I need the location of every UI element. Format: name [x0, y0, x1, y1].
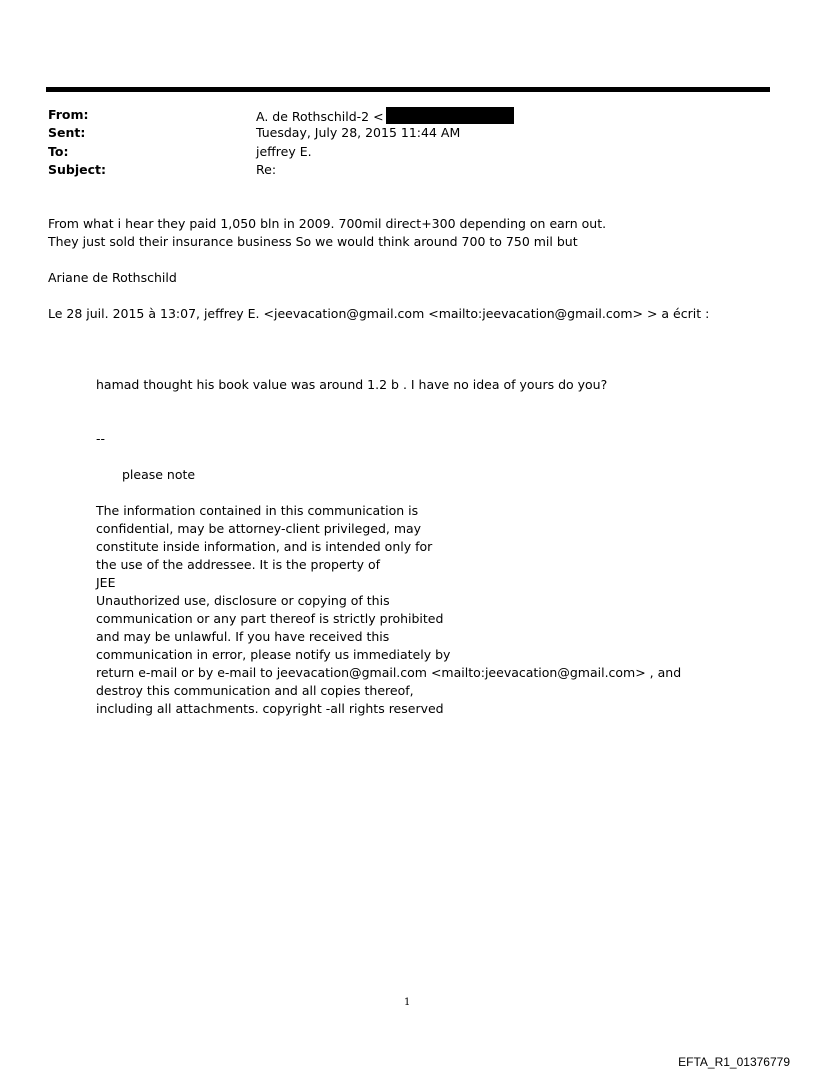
disclaimer-line: including all attachments. copyright -all rights reserved: [96, 701, 444, 716]
subject-label: Subject:: [48, 162, 106, 177]
disclaimer-line: JEE: [96, 575, 116, 590]
page-number: 1: [404, 997, 411, 1008]
disclaimer-line: constitute inside information, and is intended only for: [96, 539, 433, 554]
disclaimer-line: communication or any part thereof is strictly prohibited: [96, 611, 444, 626]
disclaimer-line: communication in error, please notify us immediately by: [96, 647, 451, 662]
signature: Ariane de Rothschild: [48, 270, 177, 285]
sent-label: Sent:: [48, 125, 86, 140]
bates-number: EFTA_R1_01376779: [678, 1055, 790, 1069]
body-line-2: They just sold their insurance business So we would think around 700 to 750 mil but: [48, 234, 578, 249]
signature-separator: --: [96, 431, 106, 446]
quoted-message: hamad thought his book value was around 1.2 b . I have no idea of yours do you?: [96, 377, 608, 392]
please-note: please note: [122, 467, 196, 482]
disclaimer-line: and may be unlawful. If you have received this: [96, 629, 390, 644]
redaction-box: [386, 107, 514, 124]
sender-name: A. de Rothschild-2 <: [256, 109, 384, 124]
subject-value: Re:: [256, 162, 277, 177]
quote-intro: Le 28 juil. 2015 à 13:07, jeffrey E. <jeevacation@gmail.com <mailto:jeevacation@gmail.com> > a écrit :: [48, 306, 710, 321]
header-rule: [46, 87, 770, 92]
disclaimer-line: The information contained in this communication is: [96, 503, 419, 518]
sent-value: Tuesday, July 28, 2015 11:44 AM: [256, 125, 461, 140]
from-label: From:: [48, 107, 89, 122]
from-value: [256, 107, 514, 124]
disclaimer-line: return e-mail or by e-mail to jeevacation@gmail.com <mailto:jeevacation@gmail.com> , and: [96, 665, 682, 680]
disclaimer-line: the use of the addressee. It is the property of: [96, 557, 381, 572]
to-label: To:: [48, 144, 69, 159]
disclaimer-line: Unauthorized use, disclosure or copying of this: [96, 593, 390, 608]
body-line-1: From what i hear they paid 1,050 bln in 2009. 700mil direct+300 depending on earn out.: [48, 216, 607, 231]
to-value: jeffrey E.: [256, 144, 312, 159]
disclaimer-line: confidential, may be attorney-client privileged, may: [96, 521, 422, 536]
disclaimer-line: destroy this communication and all copies thereof,: [96, 683, 414, 698]
